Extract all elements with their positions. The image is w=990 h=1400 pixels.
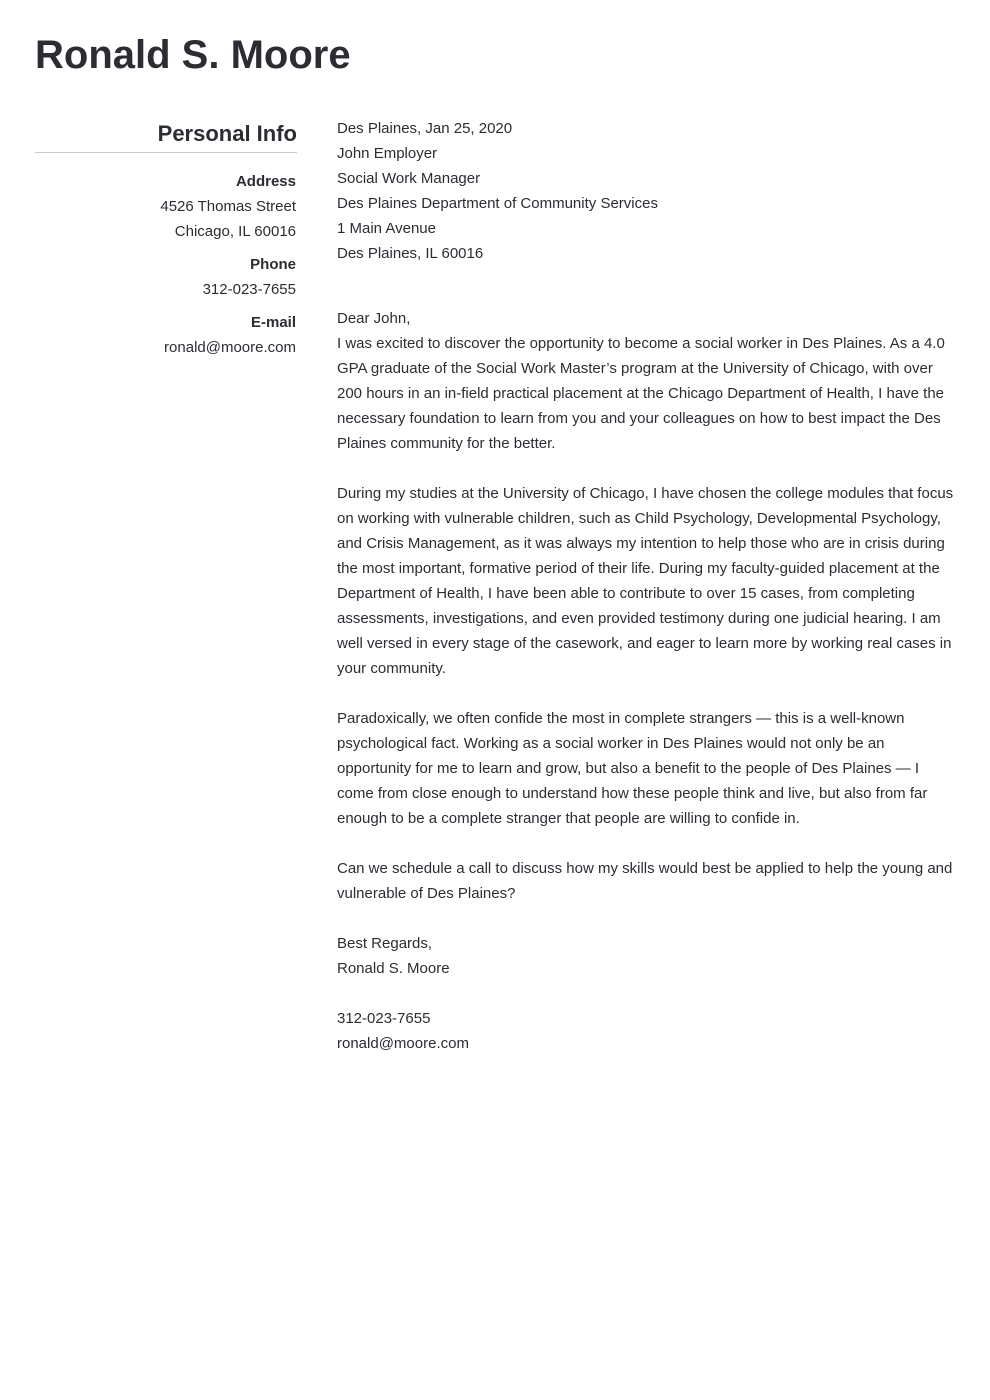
recipient-organization: Des Plaines Department of Community Services xyxy=(337,195,658,212)
signature-name: Ronald S. Moore xyxy=(337,960,450,977)
phone-label: Phone xyxy=(250,256,296,273)
page-title: Ronald S. Moore xyxy=(35,33,351,77)
phone-value: 312-023-7655 xyxy=(202,281,296,298)
recipient-name: John Employer xyxy=(337,145,438,162)
phone-block xyxy=(35,252,296,302)
letter-paragraph: During my studies at the University of Chicago, I have chosen the college modules that focus on working with vulnerable children, such as Child Psychology, Developmental Psychology, and Crisis Management, as it was always my intention to help those who are in crisis during the most important, formative period of their life. During my faculty-guided placement at the Department of Health, I have been able to contribute to over 15 cases, from completing assessments, investigations, and even provided testimony during one judicial hearing. I am well versed in every stage of the casework, and eager to learn more by working real cases in your community. xyxy=(337,485,954,677)
letter-paragraph: Can we schedule a call to discuss how my skills would best be applied to help the young and vulnerable of Des Plaines? xyxy=(337,860,953,902)
letter-greeting: Dear John, xyxy=(337,310,411,327)
recipient-block xyxy=(337,141,957,266)
address-block xyxy=(35,169,296,244)
closing-block xyxy=(337,931,957,981)
personal-info-sidebar xyxy=(35,118,296,360)
recipient-street: 1 Main Avenue xyxy=(337,220,436,237)
sign-off: Best Regards, xyxy=(337,935,433,952)
letter-paragraph: I was excited to discover the opportunity to become a social worker in Des Plaines. As a 4.0 GPA graduate of the Social Work Master’s program at the University of Chicago, with over 200 hours in an in-field practical placement at the Chicago Department of Health, I have the necessary foundation to learn from you and your colleagues on how to best impact the Des Plaines community for the better. xyxy=(337,335,945,452)
footer-contact xyxy=(337,1006,957,1056)
recipient-city: Des Plaines, IL 60016 xyxy=(337,245,484,262)
footer-email: ronald@moore.com xyxy=(337,1035,469,1052)
letter-date-line: Des Plaines, Jan 25, 2020 xyxy=(337,120,513,137)
footer-phone: 312-023-7655 xyxy=(337,1010,431,1027)
email-label: E-mail xyxy=(250,314,296,331)
address-line-2: Chicago, IL 60016 xyxy=(174,223,296,240)
email-block xyxy=(35,310,296,360)
cover-letter-body xyxy=(337,116,957,1056)
address-line-1: 4526 Thomas Street xyxy=(160,198,296,215)
letter-paragraph: Paradoxically, we often confide the most in complete strangers — this is a well-known psychological fact. Working as a social worker in Des Plaines would not only be an opportunity for me to learn and grow, but also a benefit to the people of Des Plaines — I come from close enough to understand how these people think and live, but also from far enough to be a complete stranger that people are willing to confide in. xyxy=(337,710,928,827)
recipient-title: Social Work Manager xyxy=(337,170,481,187)
personal-info-heading: Personal Info xyxy=(35,118,297,153)
address-label: Address xyxy=(235,173,296,190)
email-value: ronald@moore.com xyxy=(164,339,296,356)
